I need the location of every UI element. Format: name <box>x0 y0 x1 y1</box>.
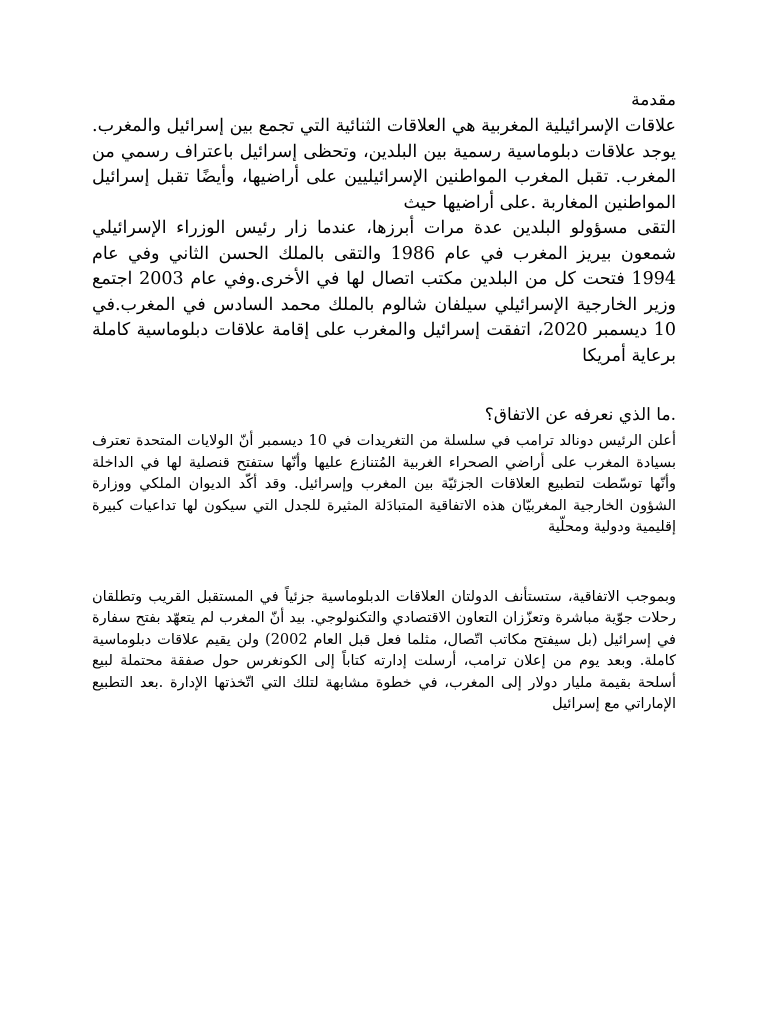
intro-heading: مقدمة <box>631 90 676 110</box>
document-page <box>92 88 676 716</box>
intro-paragraph-2: التقى مسؤولو البلدين عدة مرات أبرزها، عندما زار رئيس الوزراء الإسرائيلي شمعون بيريز المغرب في عام 1986 والتقى بالملك الحسن الثاني وفي عام 1994 فتحت كل من البلدين مكتب اتصال لها في الأخرى.وفي عام 2003 اجتمع وزير الخارجية الإسرائيلي سيلفان شالوم بالملك محمد السادس في المغرب.في 10 ديسمبر 2020، اتفقت إسرائيل والمغرب على إقامة علاقات دبلوماسية كاملة برعاية أمريكا <box>92 218 676 366</box>
intro-paragraph-1: علاقات الإسرائيلية المغربية هي العلاقات الثنائية التي تجمع بين إسرائيل والمغرب. يوجد علاقات دبلوماسية رسمية بين البلدين، وتحظى إسرائيل باعتراف رسمي من المغرب. تقبل المغرب المواطنين الإسرائيليين على أراضيها، وأيضًا تقبل إسرائيل المواطنين المغاربة .على أراضيها حيث <box>92 116 676 213</box>
agreement-paragraph-2: وبموجب الاتفاقية، ستستأنف الدولتان العلاقات الدبلوماسية جزئياً في المستقبل القريب وتطلقان رحلات جوّية مباشرة وتعزّزان التعاون الاقتصادي والتكنولوجي. بيد أنّ المغرب لم يتعهّد بفتح سفارة في إسرائيل (بل سيفتح مكاتب اتّصال، مثلما فعل قبل العام 2002) ولن يقيم علاقات دبلوماسية كاملة. وبعد يوم من إعلان ترامب، أرسلت إدارته كتاباً إلى الكونغرس حول صفقة محتملة لبيع أسلحة بقيمة مليار دولار إلى المغرب، في خطوة مشابهة لتلك التي اتّخذتها الإدارة .بعد التطبيع الإماراتي مع إسرائيل <box>92 588 676 712</box>
agreement-paragraph-1: أعلن الرئيس دونالد ترامب في سلسلة من التغريدات في 10 ديسمبر أنّ الولايات المتحدة تعترف بسيادة المغرب على أراضي الصحراء الغربية المُتنازع عليها وأنّها ستفتح قنصلية لها في الداخلة وأنّها توسّطت لتطبيع العلاقات الجزئيّة بين المغرب وإسرائيل. وقد أكّد الديوان الملكي ووزارة الشؤون الخارجية المغربيّان هذه الاتفاقية المتبادَلة المثيرة للجدل التي سيكون لها تداعيات كبيرة إقليمية ودولية ومحلّية <box>92 433 676 535</box>
agreement-heading: .ما الذي نعرفه عن الاتفاق؟ <box>484 405 676 425</box>
section-spacer <box>92 369 676 403</box>
paragraph-spacer <box>92 539 676 587</box>
